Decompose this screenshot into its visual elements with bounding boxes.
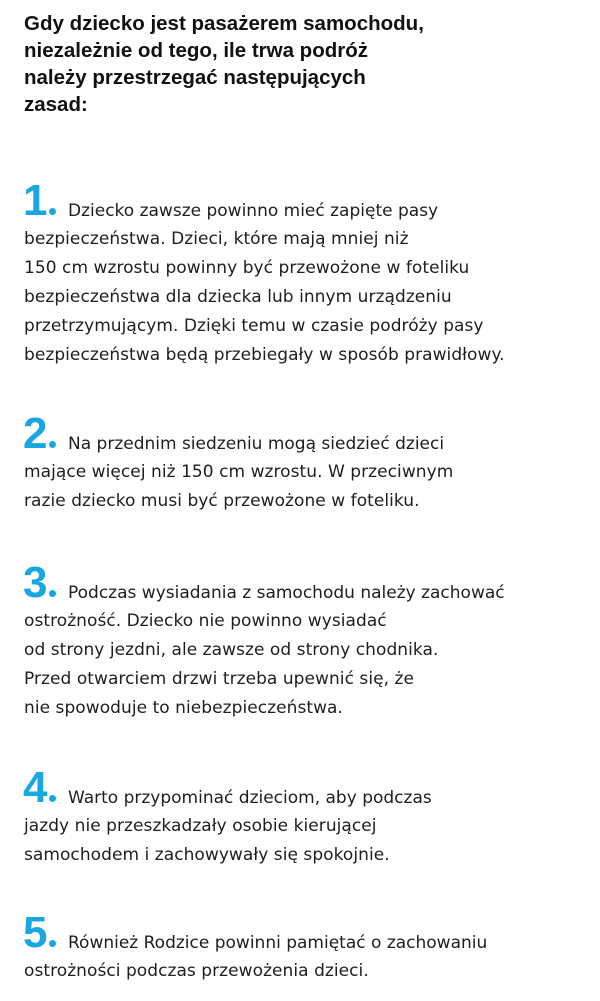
rule-text-line: ostrożność. Dziecko nie powinno wysiadać xyxy=(24,611,387,631)
number-dot-icon xyxy=(49,940,56,947)
rule-text-line: Przed otwarciem drzwi trzeba upewnić się, że xyxy=(24,669,415,689)
rule-text-line: nie spowoduje to niebezpieczeństwa. xyxy=(24,698,343,718)
rule-text-line: bezpieczeństwa. Dzieci, które mają mniej niż xyxy=(24,229,409,249)
intro-line: należy przestrzegać następujących xyxy=(24,66,366,89)
rule-text-line: od strony jezdni, ale zawsze od strony chodnika. xyxy=(24,640,439,660)
intro-line: niezależnie od tego, ile trwa podróż xyxy=(24,39,368,62)
rule-number: 5 xyxy=(23,911,56,955)
intro-line: zasad: xyxy=(24,93,88,116)
intro-line: Gdy dziecko jest pasażerem samochodu, xyxy=(24,12,424,35)
rule-text-line: samochodem i zachowywały się spokojnie. xyxy=(24,845,390,865)
rule-number: 2 xyxy=(23,412,56,456)
rule-text-line: bezpieczeństwa dla dziecka lub innym urządzeniu xyxy=(24,287,452,307)
rule-text-line: Dziecko zawsze powinno mieć zapięte pasy xyxy=(68,201,439,221)
number-dot-icon xyxy=(49,795,56,802)
rule-text-line: ostrożności podczas przewożenia dzieci. xyxy=(24,961,369,981)
rule-text-line: jazdy nie przeszkadzały osobie kierującej xyxy=(24,816,377,836)
rule-first-line xyxy=(23,558,600,607)
rule-2 xyxy=(23,409,600,516)
number-dot-icon xyxy=(49,590,56,597)
rule-number: 4 xyxy=(23,766,56,810)
rule-4 xyxy=(23,763,600,870)
rule-text-line: bezpieczeństwa będą przebiegały w sposób prawidłowy. xyxy=(24,345,505,365)
rule-text-line: przetrzymującym. Dzięki temu w czasie podróży pasy xyxy=(24,316,484,336)
rule-1 xyxy=(23,176,600,370)
number-dot-icon xyxy=(49,441,56,448)
number-dot-icon xyxy=(49,208,56,215)
rule-text-line: Na przednim siedzeniu mogą siedzieć dzieci xyxy=(68,434,445,454)
intro-heading xyxy=(24,10,544,118)
rule-3 xyxy=(23,558,600,723)
rule-text-line: Warto przypominać dzieciom, aby podczas xyxy=(68,788,432,808)
rule-number: 1 xyxy=(23,179,56,223)
rule-text-line: razie dziecko musi być przewożone w foteliku. xyxy=(24,491,420,511)
rule-first-line xyxy=(23,176,600,225)
rule-text-line: Również Rodzice powinni pamiętać o zachowaniu xyxy=(68,933,488,953)
rule-first-line xyxy=(23,409,600,458)
rule-text-line: Podczas wysiadania z samochodu należy zachować xyxy=(68,583,505,603)
rule-first-line xyxy=(23,908,600,957)
rule-5 xyxy=(23,908,600,986)
rule-text-line: 150 cm wzrostu powinny być przewożone w foteliku xyxy=(24,258,470,278)
rule-text-line: mające więcej niż 150 cm wzrostu. W przeciwnym xyxy=(24,462,454,482)
rule-number: 3 xyxy=(23,561,56,605)
rule-first-line xyxy=(23,763,600,812)
